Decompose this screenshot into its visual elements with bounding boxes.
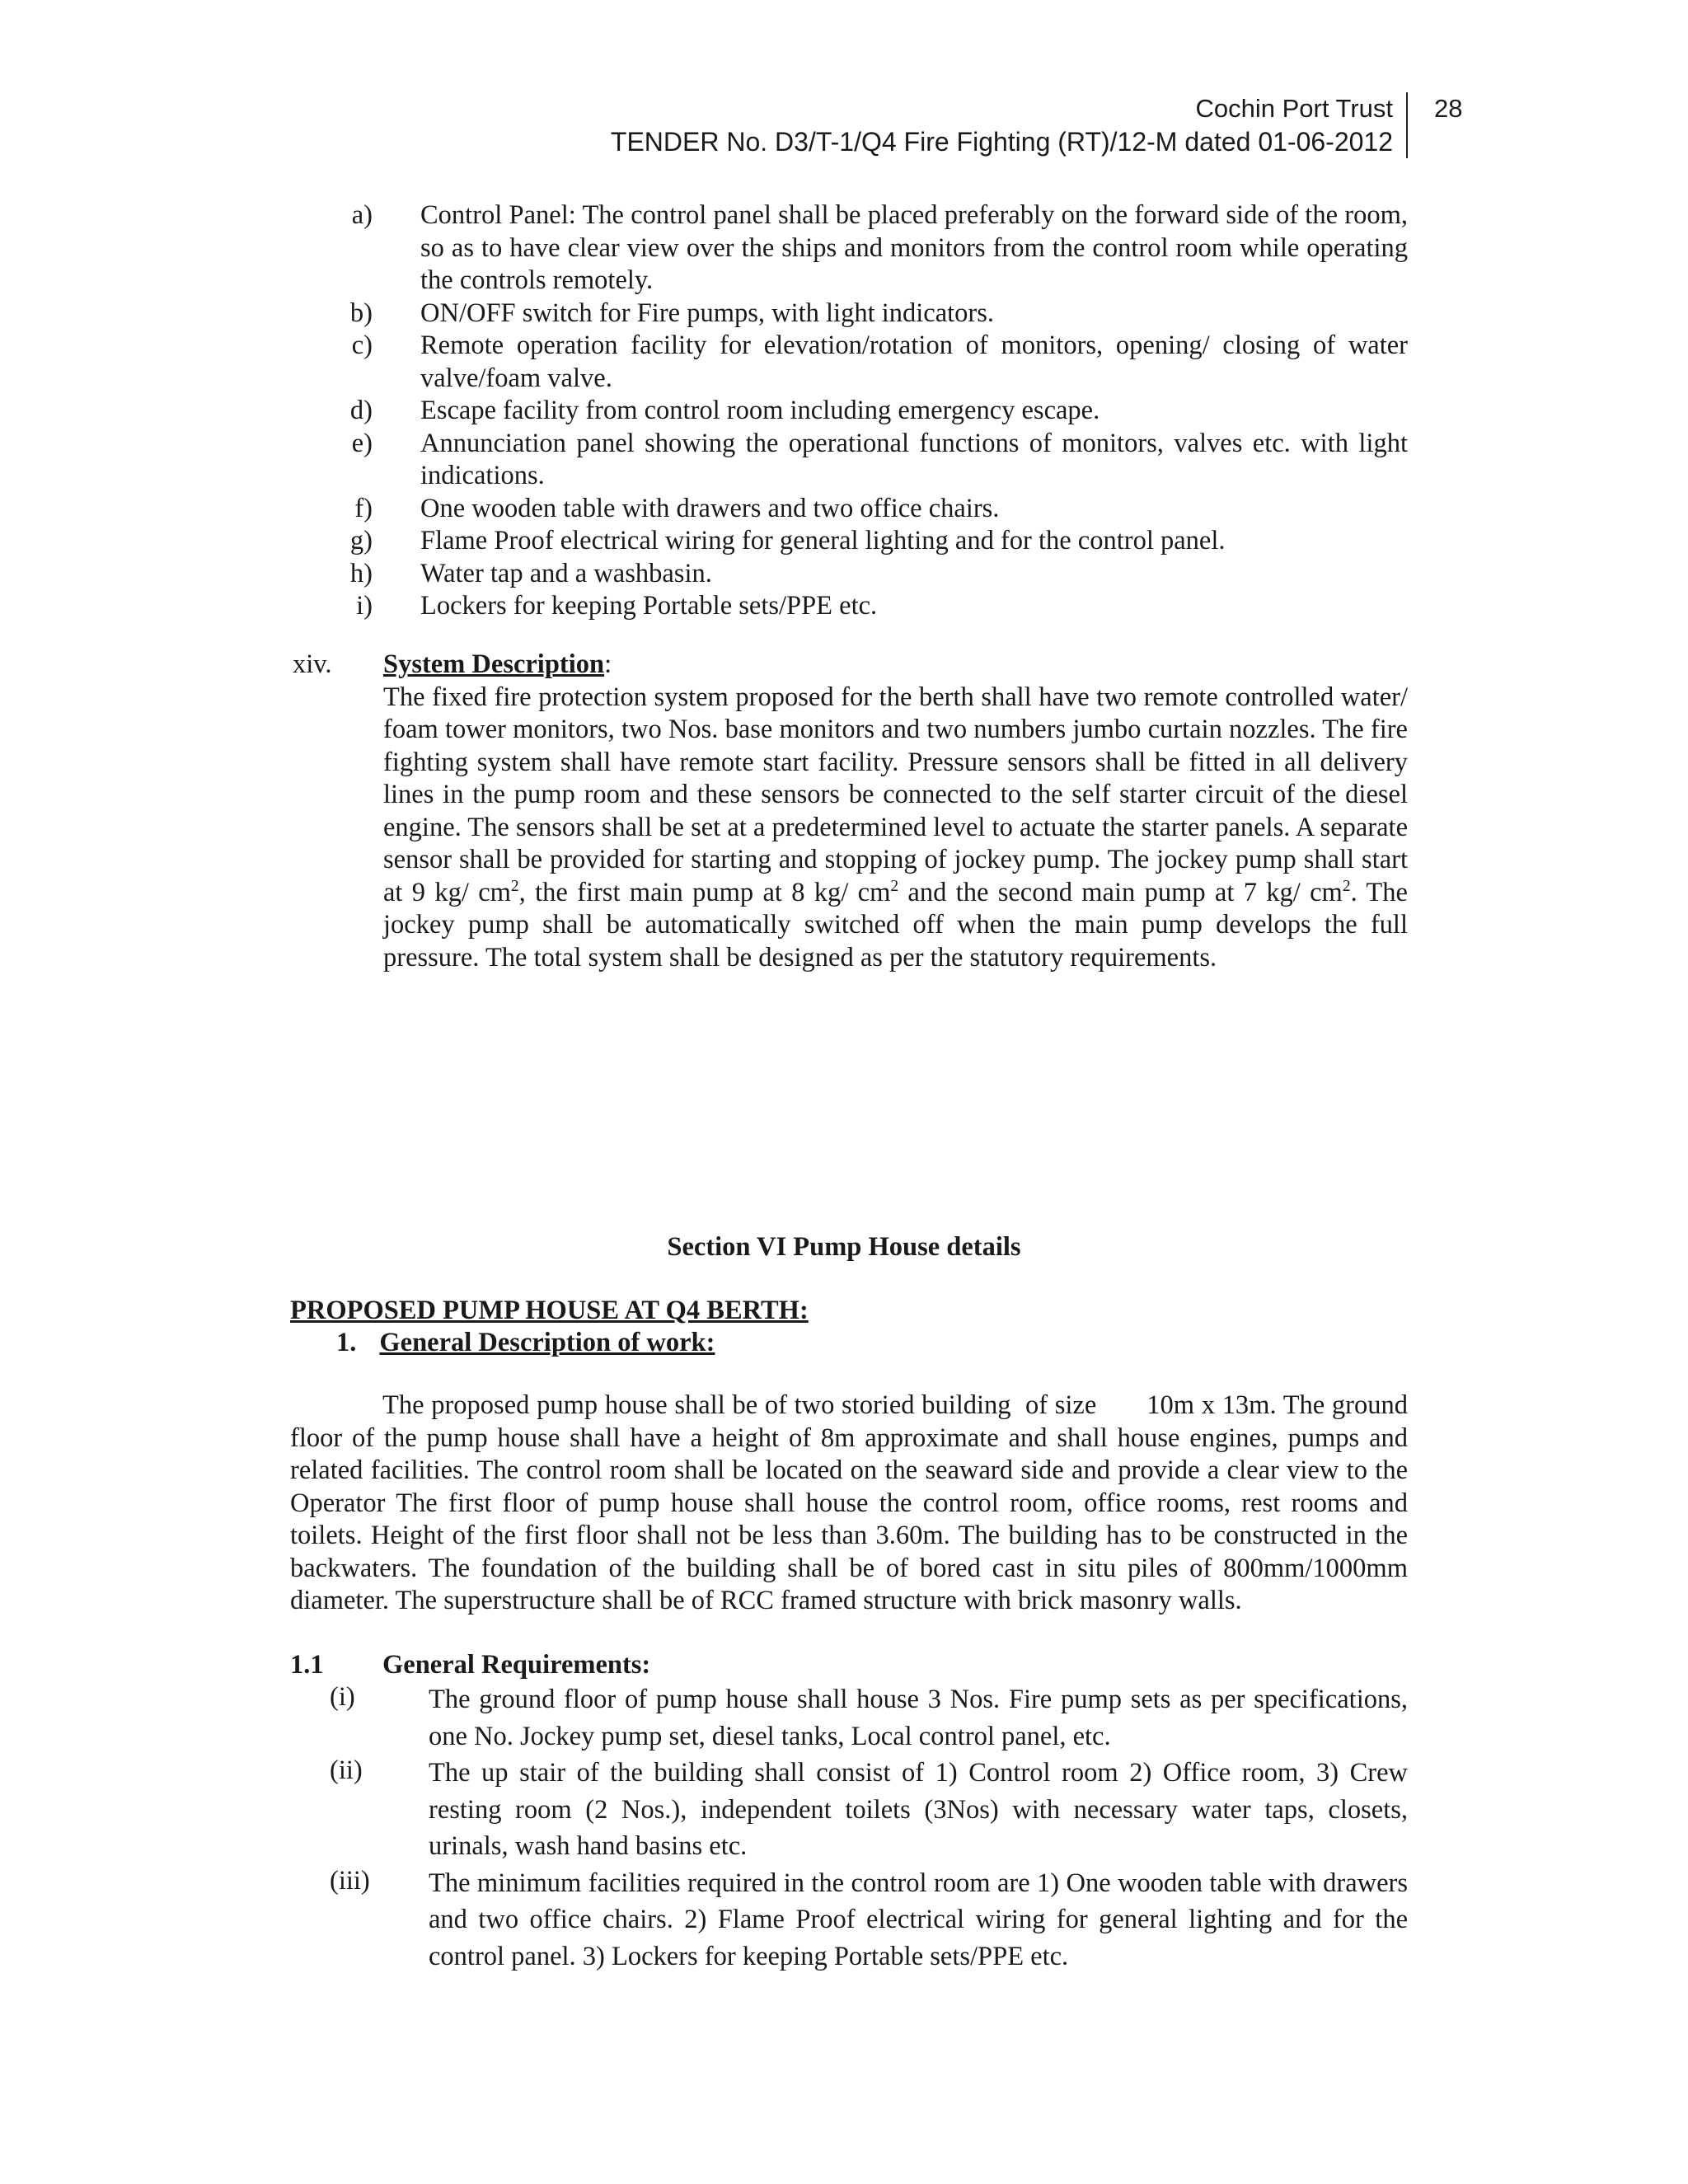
list-item — [323, 428, 1408, 493]
list-item-label: a) — [351, 200, 373, 230]
list-item-text: One wooden table with drawers and two office chairs. — [420, 493, 1000, 523]
list-item-label: b) — [349, 298, 373, 328]
superscript: 2 — [890, 877, 899, 895]
list-item — [330, 1755, 1408, 1865]
header-tender-number: TENDER No. D3/T-1/Q4 Fire Fighting (RT)/12-M dated 01-06-2012 — [610, 127, 1393, 157]
paragraph-text: , the first main pump at 8 kg/ cm — [518, 877, 891, 907]
list-item-text: ON/OFF switch for Fire pumps, with light indicators. — [420, 298, 995, 328]
list-item-label: (i) — [330, 1682, 355, 1712]
list-item — [323, 298, 1408, 330]
list-item-label: g) — [349, 526, 373, 555]
list-item-label: c) — [351, 330, 373, 360]
page-number: 28 — [1434, 94, 1463, 123]
list-item-label: f) — [354, 493, 373, 523]
list-item-label: h) — [349, 558, 373, 588]
list-item-text: Control Panel: The control panel shall be placed preferably on the forward side of the room, so as to have clear view over the ships and monitors from the control room while operating the controls remotely. — [420, 200, 1408, 295]
list-item-text: Flame Proof electrical wiring for general lighting and for the control panel. — [420, 526, 1226, 555]
general-requirements-list — [330, 1681, 1408, 1975]
control-room-list — [323, 199, 1408, 623]
superscript: 2 — [1342, 877, 1351, 895]
paragraph-text: The fixed fire protection system proposed for the berth shall have two remote controlled water/ foam tower monitors, two Nos. base monitors and two numbers jumbo curtain nozzles. The fire fighting system shall have remote start facility. Pressure sensors shall be fitted in all delivery lines in the pump room and these sensors be connected to the self starter circuit of the diesel engine. The sensors shall be set at a predetermined level to actuate the starter panels. A separate sensor shall be provided for starting and stopping of jockey pump. The jockey pump shall start at 9 kg/ cm — [383, 682, 1408, 907]
list-item — [323, 330, 1408, 395]
list-item — [330, 1865, 1408, 1975]
heading-text: General Requirements: — [382, 1650, 651, 1680]
list-item — [323, 590, 1408, 623]
heading-colon: : — [604, 649, 612, 679]
page-header — [611, 92, 1408, 158]
general-description-paragraph: The proposed pump house shall be of two storied building of size 10m x 13m. The ground floor of the pump house shall have a height of 8m approximate and shall house engines, pumps and related facilities. The control room shall be located on the seaward side and provide a clear view to the Operator The first floor of pump house shall house the control room, office rooms, rest rooms and toilets. Height of the first floor shall not be less than 3.60m. The building has to be constructed in the backwaters. The foundation of the building shall be of bored cast in situ piles of 800mm/1000mm diameter. The superstructure shall be of RCC framed structure with brick masonry walls. — [290, 1390, 1415, 1615]
list-item-text: Remote operation facility for elevation/rotation of monitors, opening/ closing of water valve/foam valve. — [420, 330, 1408, 393]
paragraph-text: and the second main pump at 7 kg/ cm — [898, 877, 1343, 907]
heading-number: 1.1 — [290, 1650, 324, 1680]
general-requirements-heading — [290, 1648, 651, 1681]
list-item — [323, 395, 1408, 428]
section-number: xiv. — [293, 649, 332, 679]
list-item-label: d) — [349, 396, 373, 425]
list-item-label: i) — [356, 591, 373, 621]
list-item-text: The ground floor of pump house shall house 3 Nos. Fire pump sets as per specifications, one No. Jockey pump set, diesel tanks, Local control panel, etc. — [429, 1685, 1408, 1751]
section-heading: System Description — [383, 649, 605, 679]
heading-text: General Description of work: — [379, 1328, 715, 1357]
paragraph-text: . The jockey pump shall be automatically switched off when the main pump develops the full pressure. The total system shall be designed as per the statutory requirements. — [383, 877, 1408, 972]
system-description-body — [383, 649, 1408, 974]
list-item — [330, 1681, 1408, 1755]
list-item-text: Annunciation panel showing the operational functions of monitors, valves etc. with light indications. — [420, 428, 1408, 490]
system-description-paragraph — [383, 682, 1408, 975]
list-item-text: Lockers for keeping Portable sets/PPE etc. — [420, 591, 878, 621]
heading-number: 1. — [336, 1328, 357, 1357]
list-item-text: Water tap and a washbasin. — [420, 558, 712, 588]
section-title: Section VI Pump House details — [667, 1232, 1021, 1262]
list-item — [323, 199, 1408, 298]
list-item-text: The up stair of the building shall consist of 1) Control room 2) Office room, 3) Crew resting room (2 Nos.), independent toilets (3Nos) with necessary water taps, closets, urinals, wash hand basins etc. — [429, 1758, 1408, 1861]
list-item — [323, 525, 1408, 558]
general-description-heading — [336, 1326, 715, 1359]
superscript: 2 — [510, 877, 519, 895]
list-item — [323, 558, 1408, 591]
header-organization: Cochin Port Trust — [1195, 94, 1393, 123]
list-item-text: Escape facility from control room including emergency escape. — [420, 396, 1100, 425]
list-item-label: (ii) — [330, 1755, 363, 1785]
proposed-heading: PROPOSED PUMP HOUSE AT Q4 BERTH: — [290, 1296, 809, 1325]
list-item — [323, 493, 1408, 526]
list-item-label: (iii) — [330, 1865, 370, 1896]
list-item-text: The minimum facilities required in the control room are 1) One wooden table with drawers and two office chairs. 2) Flame Proof electrical wiring for general lighting and for the control panel. 3) Lockers for keeping Portable sets/PPE etc. — [429, 1868, 1408, 1971]
list-item-label: e) — [351, 428, 373, 458]
